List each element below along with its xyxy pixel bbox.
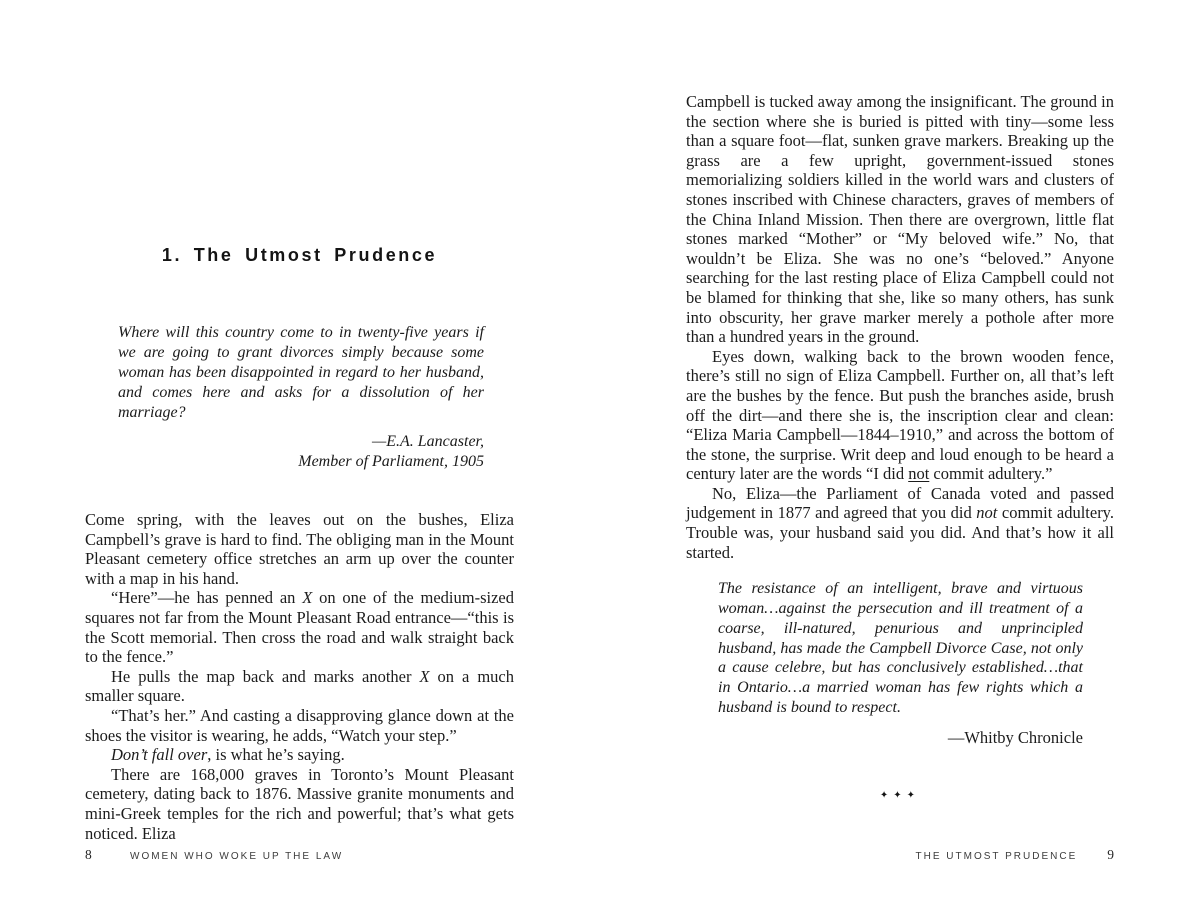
section-break-ornament: ✦✦✦ — [879, 789, 921, 801]
press-quote — [718, 579, 1083, 718]
text-segment: No, Eliza—the Parliament of Canada voted and passed judgement in 1877 and agreed that you did — [686, 483, 1114, 523]
text-segment: “Here”—he has penned an — [111, 588, 303, 608]
page-number-left: 8 — [85, 847, 92, 862]
running-head-left: WOMEN WHO WOKE UP THE LAW — [130, 851, 344, 862]
epigraph-attribution-name: —E.A. Lancaster, — [372, 433, 484, 450]
press-quote-attribution: —Whitby Chronicle — [947, 727, 1083, 747]
chapter-epigraph: Where will this country come to in twenty-five years if we are going to grant divorces simply because some woman has been disappointed in regard to her husband, and comes here and asks for a dissolution of her marriage? — [118, 324, 484, 421]
text-segment: Campbell is tucked away among the insignificant. The ground in the section where she is buried is pitted with tiny—some less than a square foot—flat, sunken grave markers. Breaking up the grass are a few upright, government-issued stones memorializing soldiers killed in the world wars and clusters of stones inscribed with Chinese characters, graves of members of the China Inland Mission. Then there are overgrown, little flat stones marked “Mother” or “My beloved wife.” No, that wouldn’t be Eliza. She was no one’s “beloved.” Anyone searching for the last resting place of Eliza Campbell could not be blamed for thinking that she, like so many others, has sunk into obscurity, her grave marker merely a pothole after more than a hundred years in the ground. — [686, 92, 1114, 347]
paragraph — [686, 347, 1114, 484]
text-segment: Eyes down, walking back to the brown wooden fence, there’s still no sign of Eliza Campbell. Further on, all that’s left are the bushes by the fence. But push the branches aside, brush off the dirt—and there she is, the inscription clear and clean: “Eliza Maria Campbell—1844–1910,” and across the bottom of the stone, the surprise. Writ deep and loud enough to be heard a century later are the words “I did — [686, 346, 1114, 484]
paragraph — [85, 706, 514, 745]
paragraph — [85, 510, 514, 588]
text-segment: X — [419, 666, 430, 686]
text-segment: “That’s her.” And casting a disapproving glance down at the shoes the visitor is wearing, he adds, “Watch your step.” — [85, 705, 514, 745]
page-number-right: 9 — [1107, 847, 1114, 862]
epigraph-attribution-role: Member of Parliament, 1905 — [298, 453, 484, 470]
left-page-body — [85, 510, 514, 843]
paragraph — [85, 765, 514, 843]
left-footer — [85, 846, 343, 864]
text-segment: on a much smaller square. — [85, 666, 514, 706]
right-footer — [916, 846, 1114, 864]
text-segment: Come spring, with the leaves out on the bushes, Eliza Campbell’s grave is hard to find. The obliging man in the Mount Pleasant cemetery office stretches an arm up over the counter with a map in his hand. — [85, 510, 514, 588]
paragraph — [85, 667, 514, 706]
text-segment: not — [908, 464, 930, 484]
right-page — [686, 0, 1114, 801]
text-segment: not — [976, 503, 998, 523]
text-segment: X — [302, 588, 313, 608]
paragraph — [85, 588, 514, 666]
text-segment: There are 168,000 graves in Toronto’s Mount Pleasant cemetery, dating back to 1876. Massive granite monuments and mini-Greek temples for the rich and powerful; that’s what gets noticed. Eliza — [85, 764, 514, 843]
text-segment: The resistance of an intelligent, brave and virtuous woman…against the persecution and ill treatment of a coarse, ill-natured, penurious and unprincipled husband, has made the Campbell Divorce Case, not only a cause celebre, but has conclusively established…that in Ontario…a married woman has few rights which a husband is bound to respect. — [718, 580, 1083, 717]
left-page — [85, 0, 514, 843]
right-page-body — [686, 0, 1114, 562]
chapter-title: 1. The Utmost Prudence — [161, 245, 438, 265]
paragraph — [686, 92, 1114, 347]
text-segment: commit adultery. Trouble was, your husband said you did. And that’s how it all started. — [686, 503, 1114, 562]
text-segment: He pulls the map back and marks another — [111, 666, 420, 686]
text-segment: Don’t fall over — [111, 745, 208, 765]
text-segment: , is what he’s saying. — [207, 745, 345, 765]
running-head-right: THE UTMOST PRUDENCE — [915, 851, 1078, 862]
text-segment: commit adultery.” — [929, 464, 1053, 484]
paragraph — [85, 745, 514, 765]
paragraph — [686, 484, 1114, 562]
text-segment: on one of the medium-sized squares not far from the Mount Pleasant Road entrance—“this is the Scott memorial. Then cross the road and walk straight back to the fence.” — [85, 588, 514, 667]
